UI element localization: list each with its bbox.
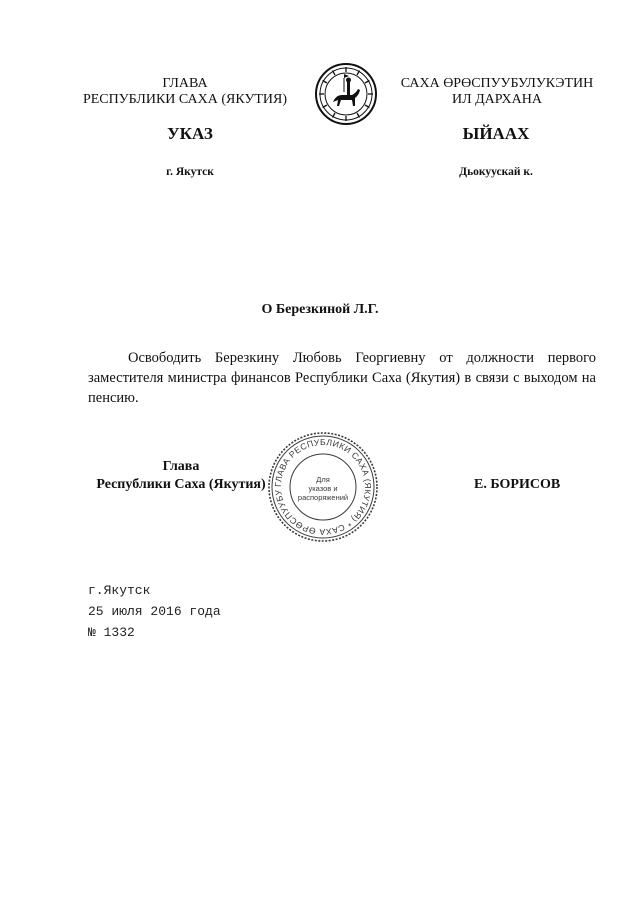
stamp-ring-text: ГЛАВА РЕСПУБЛИКИ САХА (ЯКУТИЯ) * САХА ӨРӨСПУУБУ: [272, 436, 374, 538]
signature-title: [88, 458, 274, 494]
stamp-center-line1: Для: [316, 475, 330, 484]
header-left-line2: РЕСПУБЛИКИ САХА (ЯКУТИЯ): [82, 92, 288, 107]
signature-title-line2: Республики Саха (Якутия): [96, 477, 266, 492]
city-ru: г. Якутск: [166, 166, 214, 178]
emblem-icon: [314, 62, 378, 126]
stamp-seal-icon: [266, 430, 380, 544]
header-left: [70, 76, 300, 108]
official-stamp: [266, 430, 380, 544]
signature-title-line1: Глава: [162, 459, 200, 474]
header-right-line2: ИЛ ДАРХАНА: [451, 92, 542, 107]
footer-number: № 1332: [88, 625, 135, 640]
doc-type-ru: УКАЗ: [167, 124, 213, 143]
header-right-line1: САХА ӨРӨСПУУБУЛУКЭТИН: [400, 76, 594, 91]
footer-block: [88, 580, 348, 643]
header-left-line1: ГЛАВА: [162, 76, 208, 91]
city-sakha: Дьокуускай к.: [459, 166, 533, 178]
stamp-center-line2: указов и: [308, 484, 338, 493]
footer-city: г.Якутск: [88, 583, 151, 598]
coat-of-arms-emblem: [314, 62, 378, 126]
footer-date: 25 июля 2016 года: [88, 604, 221, 619]
decree-body: Освободить Березкину Любовь Георгиевну от должности первого заместителя министра финансов Республики Саха (Якутия) в связи с выходом на пенсию.: [88, 350, 596, 406]
decree-subject: О Березкиной Л.Г.: [261, 302, 379, 317]
doc-type-sakha: ЫЙААХ: [462, 124, 530, 143]
stamp-center-line3: распоряжений: [297, 493, 349, 502]
header-right: [382, 76, 612, 108]
signature-name: Е. БОРИСОВ: [474, 477, 561, 492]
